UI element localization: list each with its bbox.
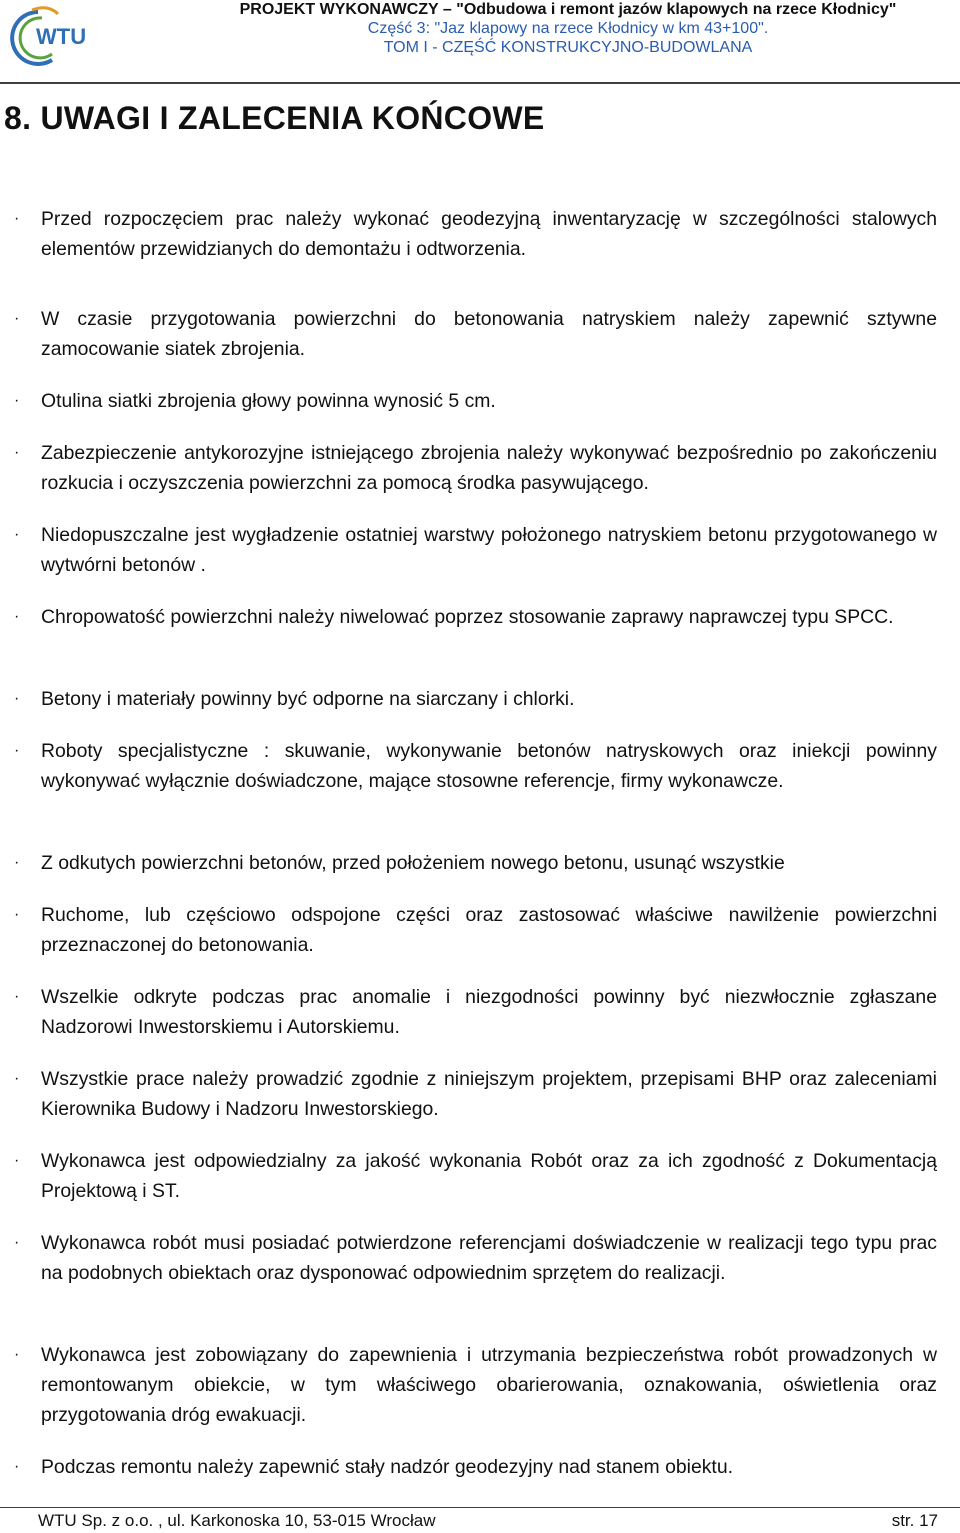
section-title: 8. UWAGI I ZALECENIA KOŃCOWE [4, 100, 545, 136]
bullet-icon: · [14, 742, 20, 759]
page-number: str. 17 [891, 1511, 938, 1530]
bullet-icon: · [14, 906, 20, 923]
list-item-text: Wykonawca jest zobowiązany do zapewnienia i utrzymania bezpieczeństwa robót prowadzonych w remontowanym obiekcie, w tym właściwego obarierowania, oznakowania, oświetlenia oraz przygotowania dróg ewakuacji. [41, 1344, 937, 1426]
list-item-text: Wykonawca jest odpowiedzialny za jakość wykonania Robót oraz za ich zgodność z Dokumentacją Projektową i ST. [41, 1150, 937, 1202]
footer-divider [0, 1507, 960, 1508]
list-item-text: Podczas remontu należy zapewnić stały nadzór geodezyjny nad stanem obiektu. [41, 1456, 733, 1478]
bullet-icon: · [14, 526, 20, 543]
bullet-icon: · [14, 1346, 20, 1363]
list-item-text: Roboty specjalistyczne : skuwanie, wykonywanie betonów natryskowych oraz iniekcji powinny wykonywać wyłącznie doświadczone, mające stosowne referencje, firmy wykonawcze. [41, 740, 937, 792]
project-volume: TOM I - CZĘŚĆ KONSTRUKCYJNO-BUDOWLANA [383, 39, 753, 56]
header-text [180, 0, 956, 57]
bullet-icon: · [14, 444, 20, 461]
list-item-text: Chropowatość powierzchni należy niwelować poprzez stosowanie zaprawy naprawczej typu SPCC. [41, 606, 894, 628]
bullet-icon: · [14, 310, 20, 327]
list-item-text: Z odkutych powierzchni betonów, przed położeniem nowego betonu, usunąć wszystkie [41, 852, 785, 874]
list-item-text: Wykonawca robót musi posiadać potwierdzone referencjami doświadczenie w realizacji tego typu prac na podobnych obiektach oraz dysponować odpowiednim sprzętem do realizacji. [41, 1232, 937, 1284]
bullet-icon: · [14, 392, 20, 409]
page-header [0, 0, 960, 86]
svg-text:WTU: WTU [36, 24, 87, 49]
list-item-text: Zabezpieczenie antykorozyjne istniejącego zbrojenia należy wykonywać bezpośrednio po zakończeniu rozkucia i oczyszczenia powierzchni za pomocą środka pasywującego. [41, 442, 937, 494]
wtu-logo [8, 4, 108, 66]
header-divider [0, 82, 960, 84]
bullet-icon: · [14, 988, 20, 1005]
list-item-text: Przed rozpoczęciem prac należy wykonać geodezyjną inwentaryzację w szczególności stalowych elementów przewidzianych do demontażu i odtworzenia. [41, 208, 937, 260]
bullet-icon: · [14, 690, 20, 707]
list-item-text: Ruchome, lub częściowo odspojone części oraz zastosować właściwe nawilżenie powierzchni przeznaczonej do betonowania. [41, 904, 937, 956]
footer-address: WTU Sp. z o.o. , ul. Karkonoska 10, 53-015 Wrocław [38, 1511, 436, 1530]
list-item-text: W czasie przygotowania powierzchni do betonowania natryskiem należy zapewnić sztywne zamocowanie siatek zbrojenia. [41, 308, 937, 360]
bullet-icon: · [14, 1152, 20, 1169]
list-item-text: Betony i materiały powinny być odporne na siarczany i chlorki. [41, 688, 575, 710]
list-item-text: Otulina siatki zbrojenia głowy powinna wynosić 5 cm. [41, 390, 496, 412]
bullet-icon: · [14, 1458, 20, 1475]
list-item-text: Niedopuszczalne jest wygładzenie ostatniej warstwy położonego natryskiem betonu przygotowanego w wytwórni betonów . [41, 524, 937, 576]
project-title: PROJEKT WYKONAWCZY – "Odbudowa i remont jazów klapowych na rzece Kłodnicy" [239, 1, 897, 18]
project-part: Część 3: "Jaz klapowy na rzece Kłodnicy w km 43+100". [367, 20, 769, 37]
bullet-icon: · [14, 1234, 20, 1251]
list-item-text: Wszelkie odkryte podczas prac anomalie i niezgodności powinny być niezwłocznie zgłaszane Nadzorowi Inwestorskiemu i Autorskiemu. [41, 986, 937, 1038]
bullet-icon: · [14, 854, 20, 871]
list-item-text: Wszystkie prace należy prowadzić zgodnie z niniejszym projektem, przepisami BHP oraz zaleceniami Kierownika Budowy i Nadzoru Inwestorskiego. [41, 1068, 937, 1120]
bullet-icon: · [14, 1070, 20, 1087]
bullet-icon: · [14, 608, 20, 625]
bullet-icon: · [14, 210, 20, 227]
